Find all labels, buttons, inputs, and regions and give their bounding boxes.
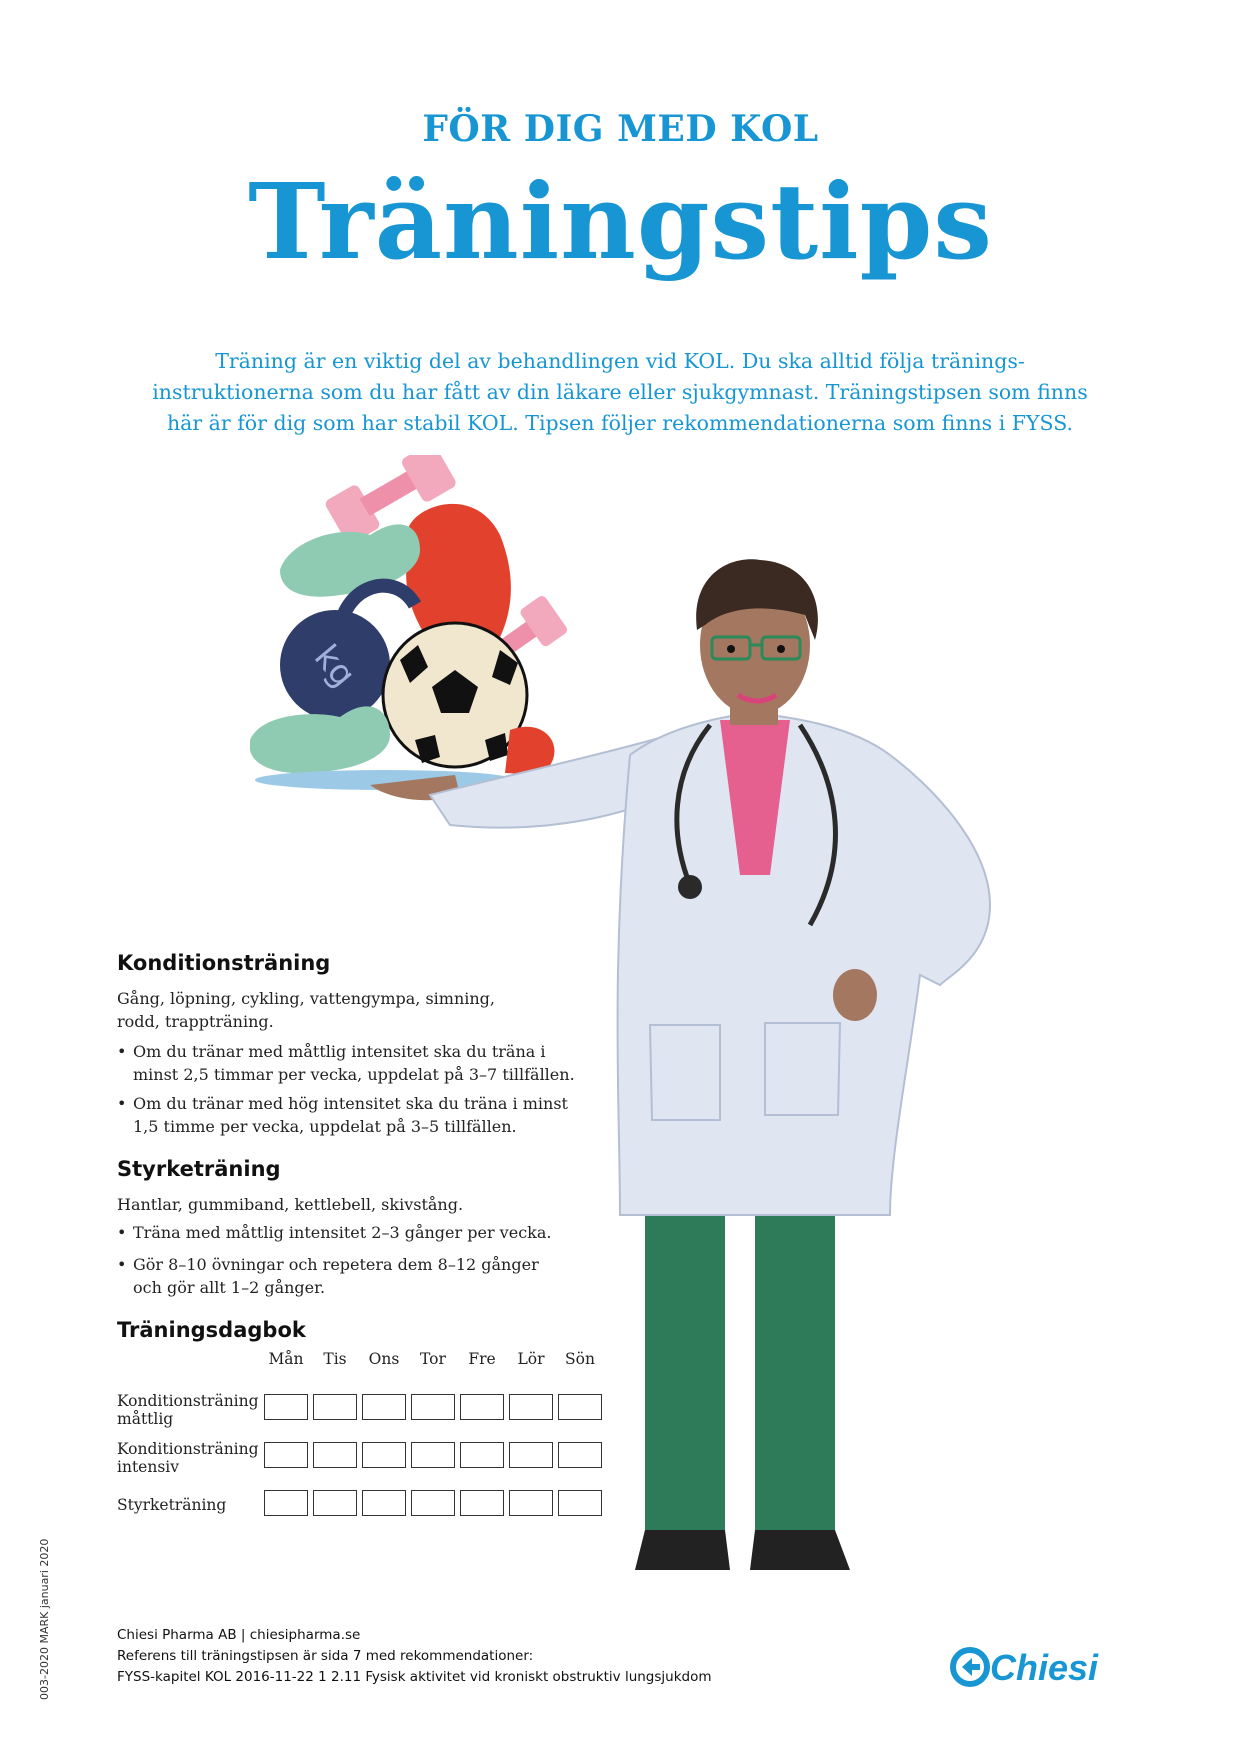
diary-checkbox[interactable]: [460, 1394, 504, 1420]
diary-checkbox[interactable]: [264, 1490, 308, 1516]
section-heading-dagbok: Träningsdagbok: [117, 1318, 306, 1342]
diary-checkbox[interactable]: [509, 1490, 553, 1516]
diary-checkbox[interactable]: [509, 1442, 553, 1468]
intro-line: Träning är en viktig del av behandlingen vid KOL. Du ska alltid följa tränings-: [215, 349, 1025, 373]
kettlebell-label: kg: [306, 637, 364, 695]
diary-day: Fre: [468, 1350, 496, 1368]
section-heading-kondition: Konditionsträning: [117, 951, 331, 975]
kicker-heading: FÖR DIG MED KOL: [422, 108, 819, 150]
equipment-stack: [250, 455, 569, 790]
styrka-body: Hantlar, gummiband, kettlebell, skivstång.: [117, 1195, 464, 1214]
diary-row-label: [117, 1440, 257, 1476]
bullet-line: Om du tränar med måttlig intensitet ska du träna i: [133, 1042, 546, 1061]
diary-day: Sön: [565, 1350, 595, 1368]
diary-checkbox[interactable]: [362, 1394, 406, 1420]
bullet-dot: •: [117, 1094, 127, 1113]
kondition-body-line: rodd, trappträning.: [117, 1012, 274, 1031]
diary-checkbox[interactable]: [313, 1394, 357, 1420]
bullet-line: 1,5 timme per vecka, uppdelat på 3–5 tillfällen.: [133, 1117, 517, 1136]
diary-checkbox[interactable]: [509, 1394, 553, 1420]
logo-wordmark: Chiesi: [990, 1647, 1099, 1688]
diary-day: Mån: [268, 1350, 304, 1368]
footer-reference: Referens till träningstipsen är sida 7 med rekommendationer:: [117, 1648, 534, 1664]
diary-checkbox[interactable]: [264, 1394, 308, 1420]
footer-reference: FYSS-kapitel KOL 2016-11-22 1 2.11 Fysisk aktivitet vid kroniskt obstruktiv lungsjukdom: [117, 1669, 712, 1685]
kondition-bullet: [117, 1040, 575, 1086]
diary-row-label-line: Konditionsträning: [117, 1392, 259, 1410]
diary-checkbox[interactable]: [362, 1442, 406, 1468]
stethoscope-icon: [678, 875, 702, 899]
intro-line: instruktionerna som du har fått av din läkare eller sjukgymnast. Träningstipsen som finns: [152, 380, 1088, 404]
bullet-dot: •: [117, 1042, 127, 1061]
diary-checkbox[interactable]: [558, 1394, 602, 1420]
diary-checkbox[interactable]: [362, 1490, 406, 1516]
bullet-line: minst 2,5 timmar per vecka, uppdelat på 3–7 tillfällen.: [133, 1065, 575, 1084]
intro-line: här är för dig som har stabil KOL. Tipsen följer rekommendationerna som finns i FYSS.: [166, 411, 1074, 435]
diary-checkbox[interactable]: [313, 1442, 357, 1468]
footer: [117, 1625, 712, 1688]
diary-checkbox[interactable]: [558, 1442, 602, 1468]
bullet-line: Gör 8–10 övningar och repetera dem 8–12 gånger: [133, 1255, 539, 1274]
chiesi-logo: [950, 1645, 1125, 1689]
bullet-line: Om du tränar med hög intensitet ska du träna i minst: [133, 1094, 568, 1113]
diary-checkbox[interactable]: [313, 1490, 357, 1516]
diary-row-label-line: intensiv: [117, 1458, 179, 1476]
diary-checkbox[interactable]: [411, 1394, 455, 1420]
diary-checkbox[interactable]: [411, 1490, 455, 1516]
kondition-body-line: Gång, löpning, cykling, vattengympa, simning,: [117, 989, 495, 1008]
footer-company: Chiesi Pharma AB | chiesipharma.se: [117, 1627, 361, 1643]
diary-checkbox[interactable]: [460, 1490, 504, 1516]
diary-day: Lör: [517, 1350, 545, 1368]
section-heading-styrka: Styrketräning: [117, 1157, 281, 1181]
bullet-dot: •: [117, 1255, 127, 1274]
diary-row-label-line: måttlig: [117, 1410, 174, 1428]
diary-checkbox[interactable]: [558, 1490, 602, 1516]
styrka-bullet: [117, 1221, 551, 1244]
intro-paragraph: [130, 346, 1110, 439]
diary-row-label-line: Styrketräning: [117, 1496, 227, 1514]
document-code: 003-2020 MARK januari 2020: [38, 1538, 51, 1700]
diary-day: Ons: [368, 1350, 400, 1368]
diary-day: Tis: [323, 1350, 347, 1368]
diary-checkbox[interactable]: [264, 1442, 308, 1468]
diary-row-label: [117, 1496, 257, 1514]
bullet-line: och gör allt 1–2 gånger.: [133, 1278, 326, 1297]
page-title: Träningstips: [248, 160, 993, 283]
shoe-icon: [250, 706, 390, 773]
bullet-line: Träna med måttlig intensitet 2–3 gånger per vecka.: [133, 1223, 552, 1242]
kondition-bullet: [117, 1092, 568, 1138]
styrka-bullet: [117, 1253, 539, 1299]
diary-checkbox[interactable]: [411, 1442, 455, 1468]
diary-row-label-line: Konditionsträning: [117, 1440, 259, 1458]
kondition-body: [117, 987, 495, 1033]
bullet-dot: •: [117, 1223, 127, 1242]
diary-row-label: [117, 1392, 257, 1428]
diary-checkbox[interactable]: [460, 1442, 504, 1468]
diary-day: Tor: [420, 1350, 446, 1368]
